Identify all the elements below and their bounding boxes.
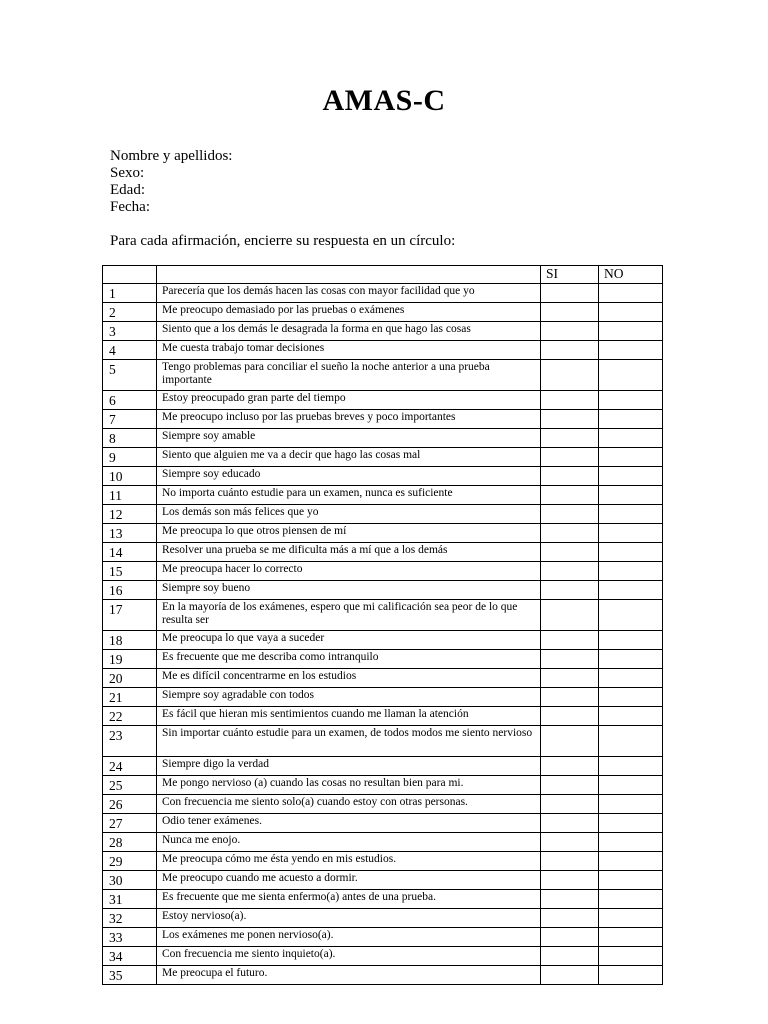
table-row	[103, 410, 663, 429]
item-statement: En la mayoría de los exámenes, espero que mi calificación sea peor de lo que resulta ser	[157, 600, 541, 631]
answer-no-cell[interactable]	[599, 524, 663, 543]
answer-yes-cell[interactable]	[541, 631, 599, 650]
answer-yes-cell[interactable]	[541, 871, 599, 890]
answer-yes-cell[interactable]	[541, 341, 599, 360]
table-row	[103, 707, 663, 726]
table-header-row	[103, 266, 663, 284]
item-number: 19	[103, 650, 157, 669]
item-number: 7	[103, 410, 157, 429]
item-statement: Con frecuencia me siento solo(a) cuando estoy con otras personas.	[157, 795, 541, 814]
answer-yes-cell[interactable]	[541, 966, 599, 985]
table-row	[103, 524, 663, 543]
table-row	[103, 600, 663, 631]
answer-yes-cell[interactable]	[541, 909, 599, 928]
answer-no-cell[interactable]	[599, 795, 663, 814]
header-number-cell	[103, 266, 157, 284]
answer-no-cell[interactable]	[599, 303, 663, 322]
answer-no-cell[interactable]	[599, 505, 663, 524]
answer-no-cell[interactable]	[599, 410, 663, 429]
answer-yes-cell[interactable]	[541, 852, 599, 871]
item-statement: Siempre soy agradable con todos	[157, 688, 541, 707]
item-number: 32	[103, 909, 157, 928]
item-number: 16	[103, 581, 157, 600]
answer-no-cell[interactable]	[599, 947, 663, 966]
item-number: 11	[103, 486, 157, 505]
answer-no-cell[interactable]	[599, 600, 663, 631]
item-number: 14	[103, 543, 157, 562]
age-field-label: Edad:	[110, 182, 145, 198]
answer-yes-cell[interactable]	[541, 833, 599, 852]
table-row	[103, 322, 663, 341]
table-row	[103, 486, 663, 505]
answer-yes-cell[interactable]	[541, 322, 599, 341]
item-statement: Es fácil que hieran mis sentimientos cuando me llaman la atención	[157, 707, 541, 726]
respondent-fields	[110, 148, 232, 216]
answer-yes-cell[interactable]	[541, 524, 599, 543]
item-statement: Me preocupa lo que vaya a suceder	[157, 631, 541, 650]
answer-no-cell[interactable]	[599, 909, 663, 928]
item-number: 28	[103, 833, 157, 852]
item-statement: Me cuesta trabajo tomar decisiones	[157, 341, 541, 360]
item-statement: Me pongo nervioso (a) cuando las cosas no resultan bien para mi.	[157, 776, 541, 795]
answer-no-cell[interactable]	[599, 486, 663, 505]
item-number: 31	[103, 890, 157, 909]
answer-no-cell[interactable]	[599, 284, 663, 303]
answer-no-cell[interactable]	[599, 360, 663, 391]
table-row	[103, 631, 663, 650]
answer-no-cell[interactable]	[599, 707, 663, 726]
item-statement: Me es difícil concentrarme en los estudios	[157, 669, 541, 688]
item-statement: Los demás son más felices que yo	[157, 505, 541, 524]
item-number: 22	[103, 707, 157, 726]
item-statement: Tengo problemas para conciliar el sueño la noche anterior a una prueba importante	[157, 360, 541, 391]
table-row	[103, 871, 663, 890]
answer-yes-cell[interactable]	[541, 707, 599, 726]
answer-yes-cell[interactable]	[541, 726, 599, 757]
answer-no-cell[interactable]	[599, 757, 663, 776]
item-statement: Siento que alguien me va a decir que hago las cosas mal	[157, 448, 541, 467]
sex-field-label: Sexo:	[110, 165, 145, 181]
item-number: 2	[103, 303, 157, 322]
document-title: AMAS-C	[322, 84, 446, 117]
item-number: 27	[103, 814, 157, 833]
item-number: 18	[103, 631, 157, 650]
questionnaire-table	[102, 265, 663, 985]
table-row	[103, 303, 663, 322]
item-statement: Es frecuente que me describa como intranquilo	[157, 650, 541, 669]
header-no-cell: NO	[599, 266, 663, 284]
answer-no-cell[interactable]	[599, 833, 663, 852]
answer-yes-cell[interactable]	[541, 688, 599, 707]
item-statement: Estoy nervioso(a).	[157, 909, 541, 928]
answer-no-cell[interactable]	[599, 543, 663, 562]
answer-yes-cell[interactable]	[541, 890, 599, 909]
item-statement: Me preocupo incluso por las pruebas breves y poco importantes	[157, 410, 541, 429]
item-number: 15	[103, 562, 157, 581]
answer-yes-cell[interactable]	[541, 429, 599, 448]
table-row	[103, 814, 663, 833]
table-row	[103, 795, 663, 814]
table-row	[103, 776, 663, 795]
item-number: 6	[103, 391, 157, 410]
answer-no-cell[interactable]	[599, 726, 663, 757]
answer-no-cell[interactable]	[599, 776, 663, 795]
table-row	[103, 284, 663, 303]
answer-no-cell[interactable]	[599, 429, 663, 448]
answer-yes-cell[interactable]	[541, 947, 599, 966]
date-field-label: Fecha:	[110, 199, 150, 215]
answer-no-cell[interactable]	[599, 966, 663, 985]
item-statement: Siempre digo la verdad	[157, 757, 541, 776]
item-number: 9	[103, 448, 157, 467]
item-number: 34	[103, 947, 157, 966]
table-row	[103, 429, 663, 448]
table-row	[103, 341, 663, 360]
item-statement: Siempre soy amable	[157, 429, 541, 448]
answer-yes-cell[interactable]	[541, 543, 599, 562]
item-statement: Siempre soy educado	[157, 467, 541, 486]
item-statement: Siempre soy bueno	[157, 581, 541, 600]
answer-yes-cell[interactable]	[541, 757, 599, 776]
item-statement: Los exámenes me ponen nervioso(a).	[157, 928, 541, 947]
table-row	[103, 757, 663, 776]
item-number: 25	[103, 776, 157, 795]
item-number: 5	[103, 360, 157, 391]
answer-no-cell[interactable]	[599, 871, 663, 890]
item-number: 33	[103, 928, 157, 947]
header-statement-cell	[157, 266, 541, 284]
answer-yes-cell[interactable]	[541, 581, 599, 600]
table-row	[103, 947, 663, 966]
answer-yes-cell[interactable]	[541, 391, 599, 410]
answer-no-cell[interactable]	[599, 650, 663, 669]
table-row	[103, 688, 663, 707]
table-row	[103, 581, 663, 600]
answer-yes-cell[interactable]	[541, 928, 599, 947]
header-yes-cell: SI	[541, 266, 599, 284]
item-statement: Estoy preocupado gran parte del tiempo	[157, 391, 541, 410]
item-number: 13	[103, 524, 157, 543]
answer-no-cell[interactable]	[599, 467, 663, 486]
answer-no-cell[interactable]	[599, 852, 663, 871]
table-row	[103, 833, 663, 852]
answer-yes-cell[interactable]	[541, 410, 599, 429]
table-row	[103, 909, 663, 928]
answer-no-cell[interactable]	[599, 814, 663, 833]
answer-no-cell[interactable]	[599, 341, 663, 360]
answer-no-cell[interactable]	[599, 928, 663, 947]
answer-no-cell[interactable]	[599, 448, 663, 467]
table-row	[103, 505, 663, 524]
answer-yes-cell[interactable]	[541, 814, 599, 833]
item-number: 12	[103, 505, 157, 524]
table-row	[103, 543, 663, 562]
item-statement: Siento que a los demás le desagrada la forma en que hago las cosas	[157, 322, 541, 341]
answer-no-cell[interactable]	[599, 669, 663, 688]
answer-yes-cell[interactable]	[541, 505, 599, 524]
answer-yes-cell[interactable]	[541, 360, 599, 391]
table-row	[103, 928, 663, 947]
item-number: 17	[103, 600, 157, 631]
instruction-text: Para cada afirmación, encierre su respuesta en un círculo:	[110, 233, 456, 249]
item-statement: Nunca me enojo.	[157, 833, 541, 852]
item-number: 10	[103, 467, 157, 486]
item-statement: Me preocupa cómo me ésta yendo en mis estudios.	[157, 852, 541, 871]
item-statement: Es frecuente que me sienta enfermo(a) antes de una prueba.	[157, 890, 541, 909]
item-statement: Resolver una prueba se me dificulta más a mí que a los demás	[157, 543, 541, 562]
table-row	[103, 467, 663, 486]
item-number: 35	[103, 966, 157, 985]
answer-yes-cell[interactable]	[541, 467, 599, 486]
answer-no-cell[interactable]	[599, 391, 663, 410]
answer-no-cell[interactable]	[599, 562, 663, 581]
item-number: 30	[103, 871, 157, 890]
table-row	[103, 360, 663, 391]
table-row	[103, 391, 663, 410]
item-statement: Parecería que los demás hacen las cosas con mayor facilidad que yo	[157, 284, 541, 303]
table-row	[103, 890, 663, 909]
answer-no-cell[interactable]	[599, 688, 663, 707]
answer-yes-cell[interactable]	[541, 562, 599, 581]
answer-yes-cell[interactable]	[541, 776, 599, 795]
item-statement: Me preocupa hacer lo correcto	[157, 562, 541, 581]
item-number: 23	[103, 726, 157, 757]
item-number: 29	[103, 852, 157, 871]
item-number: 26	[103, 795, 157, 814]
table-row	[103, 852, 663, 871]
table-row	[103, 562, 663, 581]
answer-yes-cell[interactable]	[541, 795, 599, 814]
table-row	[103, 650, 663, 669]
item-statement: Me preocupo demasiado por las pruebas o exámenes	[157, 303, 541, 322]
answer-no-cell[interactable]	[599, 890, 663, 909]
item-number: 24	[103, 757, 157, 776]
table-row	[103, 726, 663, 757]
answer-yes-cell[interactable]	[541, 303, 599, 322]
item-number: 1	[103, 284, 157, 303]
table-row	[103, 669, 663, 688]
item-number: 21	[103, 688, 157, 707]
item-number: 20	[103, 669, 157, 688]
item-statement: Con frecuencia me siento inquieto(a).	[157, 947, 541, 966]
table-row	[103, 448, 663, 467]
table-row	[103, 966, 663, 985]
item-statement: Me preocupa lo que otros piensen de mí	[157, 524, 541, 543]
answer-yes-cell[interactable]	[541, 650, 599, 669]
item-number: 8	[103, 429, 157, 448]
answer-no-cell[interactable]	[599, 322, 663, 341]
item-statement: No importa cuánto estudie para un examen, nunca es suficiente	[157, 486, 541, 505]
item-number: 3	[103, 322, 157, 341]
item-statement: Odio tener exámenes.	[157, 814, 541, 833]
answer-yes-cell[interactable]	[541, 669, 599, 688]
answer-no-cell[interactable]	[599, 581, 663, 600]
answer-yes-cell[interactable]	[541, 486, 599, 505]
answer-yes-cell[interactable]	[541, 448, 599, 467]
item-statement: Sin importar cuánto estudie para un examen, de todos modos me siento nervioso	[157, 726, 541, 757]
answer-yes-cell[interactable]	[541, 600, 599, 631]
item-number: 4	[103, 341, 157, 360]
answer-no-cell[interactable]	[599, 631, 663, 650]
name-field-label: Nombre y apellidos:	[110, 148, 233, 164]
answer-yes-cell[interactable]	[541, 284, 599, 303]
item-statement: Me preocupo cuando me acuesto a dormir.	[157, 871, 541, 890]
item-statement: Me preocupa el futuro.	[157, 966, 541, 985]
